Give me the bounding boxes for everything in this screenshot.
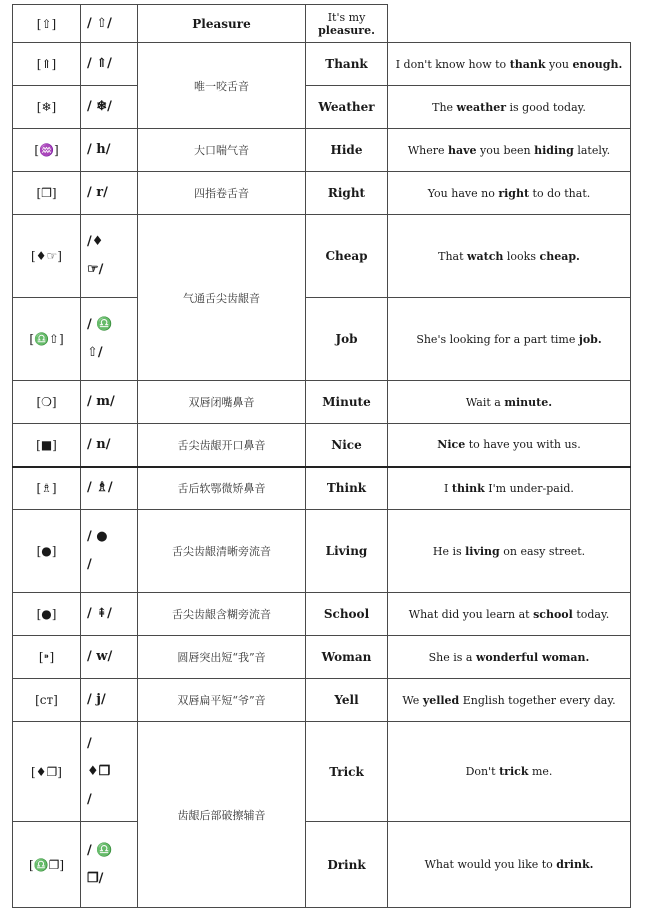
phonetic-symbol: [❄]: [13, 86, 81, 129]
example-sentence: [388, 593, 631, 636]
ipa-line: / ♗/: [87, 480, 113, 496]
pronunciation-description: 舌后软鄂微矫鼻音: [138, 467, 306, 510]
example-word: Pleasure: [138, 5, 306, 43]
sentence-text: She's looking for a part time: [416, 332, 579, 346]
ipa-symbol: [81, 636, 138, 679]
example-word: Weather: [306, 86, 388, 129]
pronunciation-description: 双唇扁平短“爷”音: [138, 679, 306, 722]
phonetic-symbol: [❍]: [13, 381, 81, 424]
ipa-line: / ⇞/: [87, 606, 112, 621]
ipa-line: / n/: [87, 436, 111, 452]
sentence-keyword: weather: [456, 100, 507, 114]
sentence-text: You have no: [427, 186, 499, 200]
ipa-symbol: [81, 298, 138, 381]
ipa-line: / ⇧/: [87, 15, 112, 31]
ipa-symbol: [81, 5, 138, 43]
phonetics-table: [12, 4, 631, 908]
table-row: [13, 86, 631, 129]
sentence-text: to do that.: [529, 186, 591, 200]
sentence-keyword: watch: [467, 249, 504, 263]
ipa-symbol: [81, 129, 138, 172]
ipa-symbol: [81, 381, 138, 424]
sentence-text: It's my: [327, 10, 366, 24]
ipa-line: / m/: [87, 394, 115, 409]
table-row: [13, 510, 631, 593]
phonetic-symbol: [♦❐]: [13, 722, 81, 822]
pronunciation-description: 舌尖齿龈含糊旁流音: [138, 593, 306, 636]
ipa-line: ♦❐: [87, 763, 111, 779]
sentence-text: I: [444, 481, 452, 495]
phonetic-symbol: [♦☞]: [13, 215, 81, 298]
ipa-line: / ⇑/: [87, 56, 112, 71]
ipa-line: / ❄/: [87, 99, 112, 114]
ipa-line: /♦: [87, 234, 104, 249]
ipa-line: /: [87, 791, 92, 807]
example-word: School: [306, 593, 388, 636]
phonetic-symbol: [cт]: [13, 679, 81, 722]
phonetic-symbol: [■]: [13, 424, 81, 467]
phonetic-symbol: [⁍]: [13, 636, 81, 679]
table-row: [13, 822, 631, 908]
table-row: [13, 679, 631, 722]
phonetic-symbol: [♒]: [13, 129, 81, 172]
sentence-text: I'm under-paid.: [484, 481, 574, 495]
sentence-keyword: think: [451, 481, 485, 495]
sentence-text: you: [545, 57, 573, 71]
sentence-text: Wait a: [465, 395, 505, 409]
sentence-text: on easy street.: [499, 544, 586, 558]
table-row: [13, 298, 631, 381]
sentence-keyword: yelled: [422, 693, 460, 707]
sentence-keyword: have: [448, 143, 477, 157]
example-sentence: [388, 822, 631, 908]
example-sentence: [388, 636, 631, 679]
ipa-symbol: [81, 679, 138, 722]
phonetic-symbol: [♗]: [13, 467, 81, 510]
sentence-text: That: [438, 249, 468, 263]
sentence-text: today.: [572, 607, 610, 621]
ipa-line: / ♎: [87, 842, 113, 858]
example-word: Cheap: [306, 215, 388, 298]
pronunciation-description: 唯一咬舌音: [138, 43, 306, 129]
sentence-keyword: enough.: [572, 57, 623, 71]
sentence-keyword: Nice: [437, 438, 466, 452]
ipa-line: ⇧/: [87, 345, 103, 360]
example-sentence: [388, 215, 631, 298]
ipa-line: / ●: [87, 529, 108, 544]
phonetic-symbol: [♎❐]: [13, 822, 81, 908]
example-word: Yell: [306, 679, 388, 722]
phonetic-symbol: [♎⇧]: [13, 298, 81, 381]
ipa-line: / h/: [87, 142, 111, 157]
example-word: Right: [306, 172, 388, 215]
pronunciation-description: 气通舌尖齿龈音: [138, 215, 306, 381]
sentence-text: Where: [407, 143, 449, 157]
ipa-symbol: [81, 424, 138, 467]
example-word: Trick: [306, 722, 388, 822]
table-row: [13, 5, 631, 43]
sentence-text: She is a: [428, 650, 476, 664]
sentence-keyword: minute.: [504, 395, 553, 409]
table-row: [13, 424, 631, 467]
example-sentence: [388, 424, 631, 467]
example-sentence: [388, 722, 631, 822]
example-word: Job: [306, 298, 388, 381]
sentence-text: me.: [528, 765, 553, 778]
example-sentence: [388, 381, 631, 424]
sentence-keyword: trick: [499, 765, 529, 778]
ipa-line: /: [87, 557, 92, 572]
ipa-line: ❐/: [87, 870, 104, 886]
example-word: Thank: [306, 43, 388, 86]
ipa-line: / ♎: [87, 317, 113, 332]
ipa-symbol: [81, 510, 138, 593]
phonetic-symbol: [●]: [13, 510, 81, 593]
example-word: Minute: [306, 381, 388, 424]
pronunciation-description: 舌尖齿龈开口鼻音: [138, 424, 306, 467]
phonetic-symbol: [❒]: [13, 172, 81, 215]
sentence-text: is good today.: [506, 100, 586, 114]
sentence-text: lately.: [573, 143, 611, 157]
example-sentence: [388, 43, 631, 86]
pronunciation-description: 圆唇突出短“我”音: [138, 636, 306, 679]
sentence-text: He is: [432, 544, 466, 558]
table-row: [13, 593, 631, 636]
table-row: [13, 43, 631, 86]
sentence-text: I don't know how to: [395, 57, 510, 71]
example-word: Woman: [306, 636, 388, 679]
table-row: [13, 722, 631, 822]
sentence-text: The: [432, 100, 457, 114]
ipa-line: / r/: [87, 185, 108, 200]
pronunciation-description: 大口喘气音: [138, 129, 306, 172]
sentence-text: What would you like to: [424, 858, 557, 871]
example-sentence: [388, 86, 631, 129]
sentence-keyword: wonderful woman.: [475, 650, 590, 664]
phonetics-table-body: [13, 5, 631, 908]
example-sentence: [306, 5, 388, 43]
example-sentence: [388, 172, 631, 215]
example-sentence: [388, 129, 631, 172]
sentence-keyword: job.: [578, 332, 602, 346]
phonetic-symbol: [⇑]: [13, 43, 81, 86]
table-row: [13, 636, 631, 679]
table-row: [13, 215, 631, 298]
sentence-text: Don't: [465, 765, 500, 778]
ipa-symbol: [81, 172, 138, 215]
example-word: Hide: [306, 129, 388, 172]
sentence-text: English together every day.: [459, 693, 616, 707]
ipa-line: / w/: [87, 649, 113, 664]
sentence-keyword: drink.: [556, 858, 594, 871]
ipa-symbol: [81, 43, 138, 86]
sentence-text: to have you with us.: [465, 438, 581, 452]
example-word: Drink: [306, 822, 388, 908]
ipa-symbol: [81, 215, 138, 298]
sentence-keyword: right: [498, 186, 530, 200]
pronunciation-description: 双唇闭嘴鼻音: [138, 381, 306, 424]
example-sentence: [388, 679, 631, 722]
sentence-text: you been: [476, 143, 535, 157]
pronunciation-description: 齿龈后部破擦辅音: [138, 722, 306, 908]
sentence-keyword: hiding: [534, 143, 574, 157]
sentence-keyword: cheap.: [539, 249, 580, 263]
example-sentence: [388, 467, 631, 510]
example-word: Living: [306, 510, 388, 593]
ipa-symbol: [81, 722, 138, 822]
example-sentence: [388, 510, 631, 593]
sentence-text: We: [402, 693, 423, 707]
sentence-keyword: school: [533, 607, 573, 621]
ipa-symbol: [81, 593, 138, 636]
table-row: [13, 381, 631, 424]
example-word: Nice: [306, 424, 388, 467]
phonetic-symbol: [⇧]: [13, 5, 81, 43]
ipa-symbol: [81, 467, 138, 510]
ipa-symbol: [81, 86, 138, 129]
phonetic-symbol: [●]: [13, 593, 81, 636]
table-row: [13, 467, 631, 510]
pronunciation-description: 四指卷舌音: [138, 172, 306, 215]
ipa-line: ☞/: [87, 262, 104, 277]
table-row: [13, 172, 631, 215]
sentence-text: looks: [503, 249, 540, 263]
table-row: [13, 129, 631, 172]
sentence-keyword: pleasure.: [318, 23, 375, 37]
pronunciation-description: 舌尖齿龈清晰旁流音: [138, 510, 306, 593]
example-sentence: [388, 298, 631, 381]
example-word: Think: [306, 467, 388, 510]
ipa-symbol: [81, 822, 138, 908]
sentence-text: What did you learn at: [408, 607, 534, 621]
sentence-keyword: thank: [509, 57, 546, 71]
ipa-line: /: [87, 735, 92, 751]
sentence-keyword: living: [465, 544, 500, 558]
ipa-line: / j/: [87, 692, 106, 707]
